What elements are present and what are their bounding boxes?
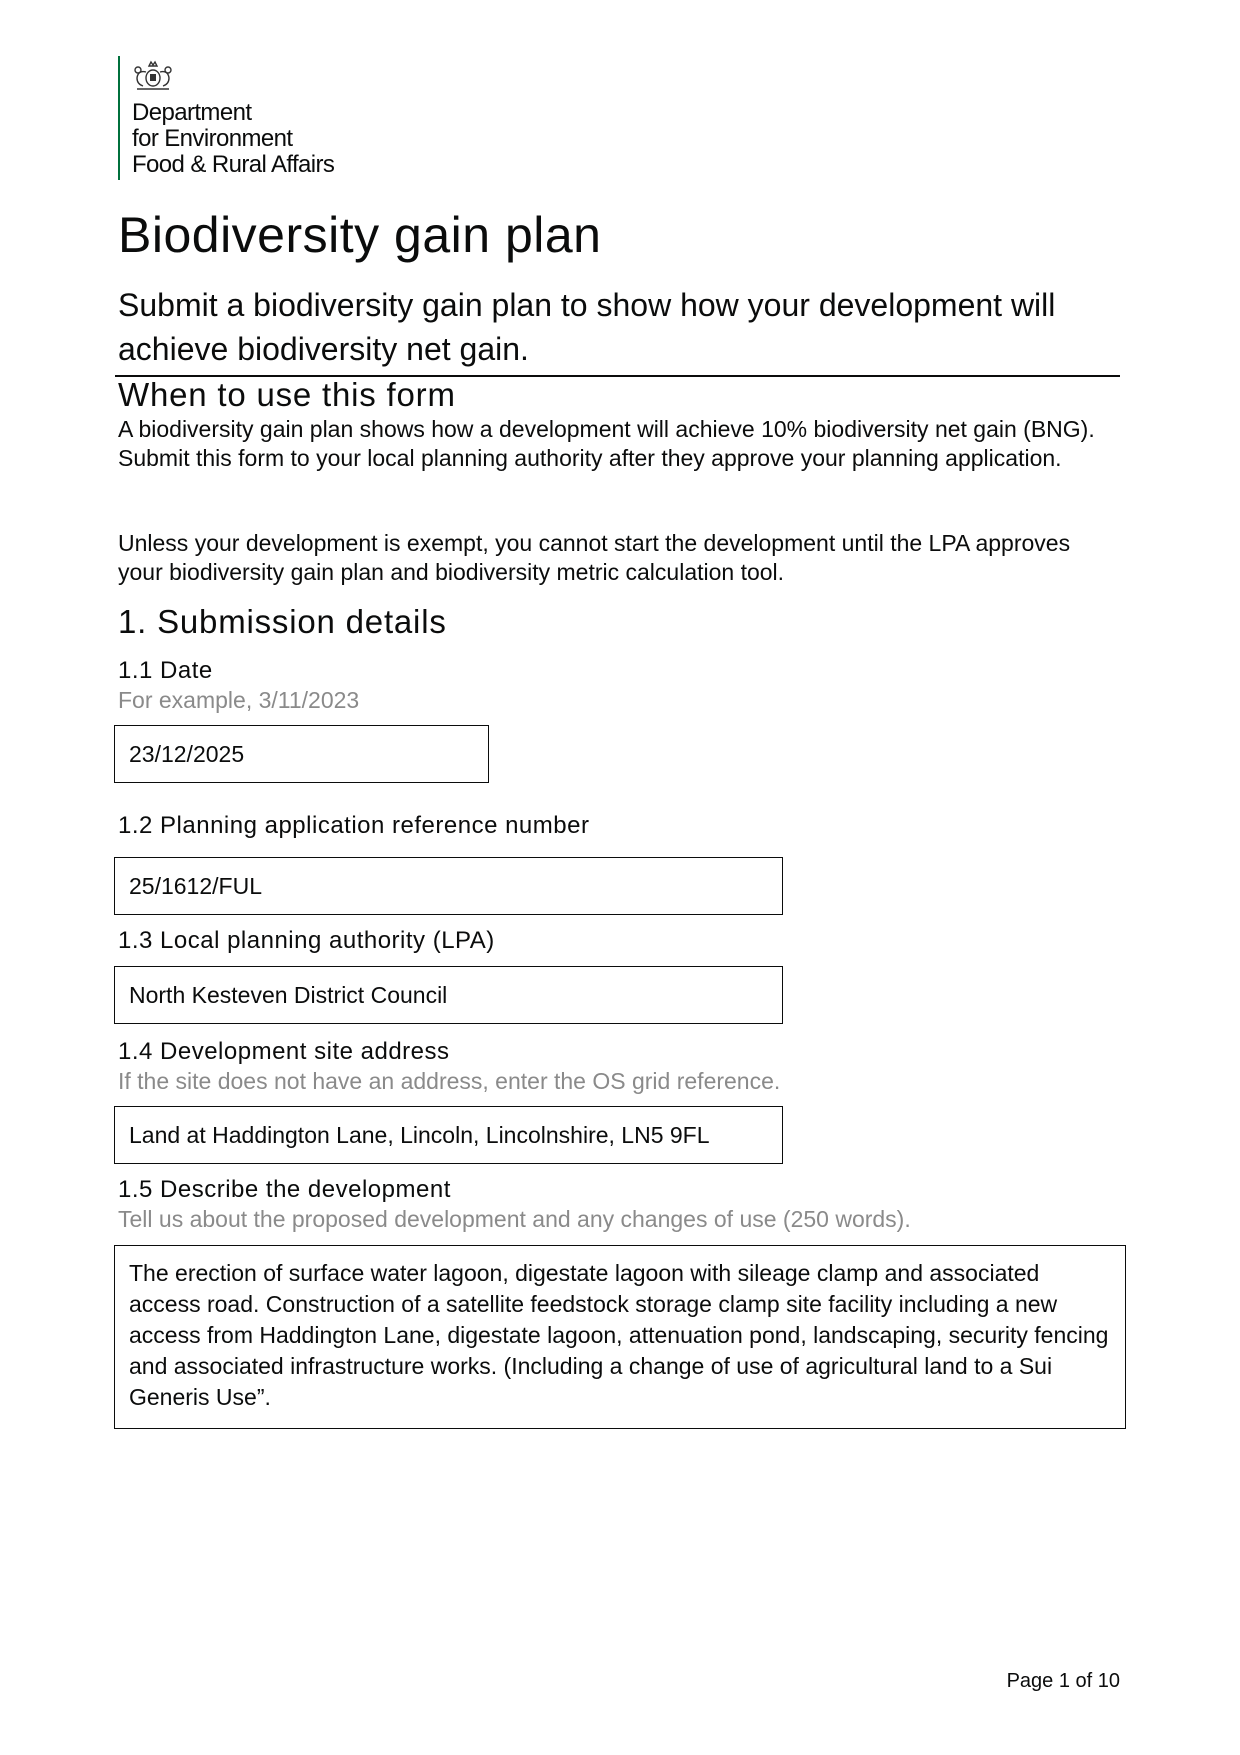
site-address-field[interactable]: Land at Haddington Lane, Lincoln, Lincolnshire, LN5 9FL xyxy=(114,1106,783,1164)
page-number: Page 1 of 10 xyxy=(1006,1670,1120,1692)
date-hint: For example, 3/11/2023 xyxy=(118,687,360,713)
date-field[interactable]: 23/12/2025 xyxy=(114,725,489,783)
when-to-use-paragraph-2: Unless your development is exempt, you cannot start the development until the LPA approves your biodiversity gain plan and biodiversity metric calculation tool. xyxy=(118,530,1071,585)
site-address-hint: If the site does not have an address, enter the OS grid reference. xyxy=(118,1068,781,1094)
logo-text-line3: Food & Rural Affairs xyxy=(132,151,335,178)
lpa-field[interactable]: North Kesteven District Council xyxy=(114,966,783,1024)
development-description-hint: Tell us about the proposed development and any changes of use (250 words). xyxy=(118,1206,911,1232)
planning-reference-label: 1.2 Planning application reference number xyxy=(118,812,590,839)
page-subtitle: Submit a biodiversity gain plan to show how your development will achieve biodiversity net gain. xyxy=(118,287,1056,367)
development-description-label: 1.5 Describe the development xyxy=(118,1176,451,1203)
planning-reference-field[interactable]: 25/1612/FUL xyxy=(114,857,783,915)
logo-text-line2: for Environment xyxy=(132,125,293,152)
date-label: 1.1 Date xyxy=(118,657,213,684)
page-title: Biodiversity gain plan xyxy=(118,207,602,263)
when-to-use-heading: When to use this form xyxy=(118,376,456,413)
development-description-textarea[interactable]: The erection of surface water lagoon, digestate lagoon with sileage clamp and associated access road. Construction of a satellite feedstock storage clamp site facility including a new access from Haddington Lane, digestate lagoon, attenuation pond, landscaping, security fencing and associated infrastructure works. (Including a change of use of agricultural land to a Sui Generis Use”. xyxy=(114,1245,1126,1429)
submission-details-heading: 1. Submission details xyxy=(118,603,447,640)
logo-text-line1: Department xyxy=(132,99,252,126)
royal-coat-of-arms-icon xyxy=(130,58,176,92)
site-address-label: 1.4 Development site address xyxy=(118,1038,450,1065)
defra-logo xyxy=(118,56,352,180)
lpa-label: 1.3 Local planning authority (LPA) xyxy=(118,927,495,954)
when-to-use-paragraph-1: A biodiversity gain plan shows how a development will achieve 10% biodiversity net gain (BNG). Submit this form to your local planning authority after they approve your planning application. xyxy=(118,416,1095,471)
